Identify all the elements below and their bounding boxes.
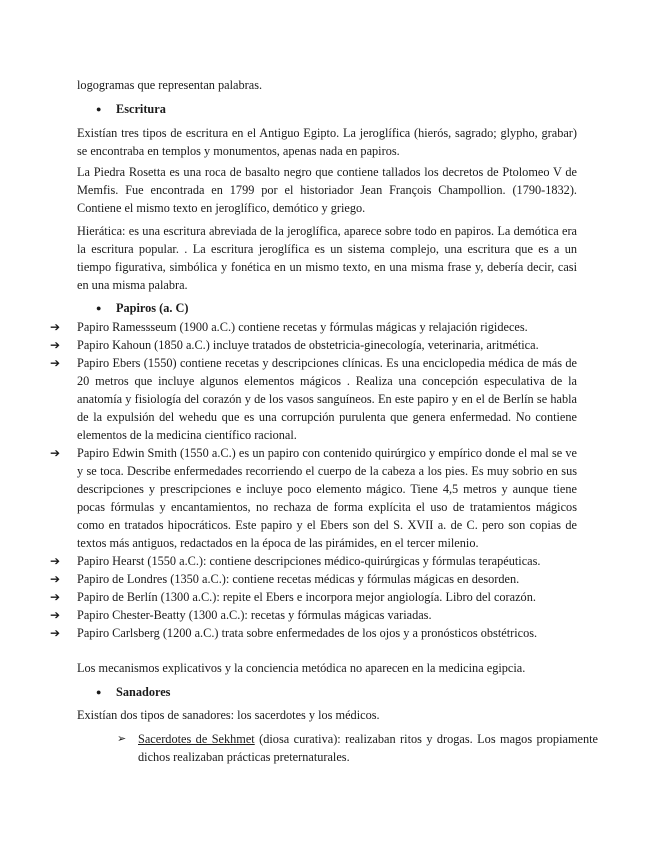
bullet-icon: ● <box>96 687 102 697</box>
arrow-right-icon: ➔ <box>50 320 61 334</box>
bullet-icon: ● <box>96 104 102 114</box>
list-item: ➔ Papiro Ebers (1550) contiene recetas y descripciones clínicas. Es una enciclopedia médica de más de 20 metros que incluye algunos elementos mágicos . Realiza una concepción especulativa de la anatomía y fisiología del corazón y de los vasos sanguíneos. En este papiro y en el de Berlín se habla de la expulsión del wehedu que es una corrupción purulenta que genera enfermedad. No contiene elementos de la medicina científico racional. <box>50 356 577 442</box>
arrow-right-icon: ➔ <box>50 338 61 352</box>
heading-escritura: ● Escritura <box>96 102 166 116</box>
escritura-paragraph-2: La Piedra Rosetta es una roca de basalto negro que contiene tallados los decretos de Ptolomeo V de Memfis. Fue encontrada en 1799 por el historiador Jean François Champollion. (1790-1832). Contiene el mismo texto en jeroglífico, demótico y griego. <box>77 165 577 215</box>
arrow-right-icon: ➔ <box>50 554 61 568</box>
sacerdotes-description: (diosa curativa): realizaban ritos y drogas. Los magos propiamente dichos realizaban prácticas preternaturales. <box>138 732 598 764</box>
list-item: ➔ Papiro de Berlín (1300 a.C.): repite el Ebers e incorpora mejor angiología. Libro del corazón. <box>50 590 536 604</box>
sanadores-paragraph: Existían dos tipos de sanadores: los sacerdotes y los médicos. <box>77 708 380 722</box>
list-item: ➔ Papiro Chester-Beatty (1300 a.C.): recetas y fórmulas mágicas variadas. <box>50 608 432 622</box>
arrow-right-icon: ➔ <box>50 356 61 370</box>
arrow-right-icon: ➔ <box>50 608 61 622</box>
papiros-closing: Los mecanismos explicativos y la conciencia metódica no aparecen en la medicina egipcia. <box>77 661 526 675</box>
sacerdotes-term: Sacerdotes de Sekhmet <box>138 732 255 746</box>
list-item: ➔ Papiro de Londres (1350 a.C.): contiene recetas médicas y fórmulas mágicas en desorden. <box>50 572 520 586</box>
arrow-right-icon: ➔ <box>50 590 61 604</box>
arrow-right-icon: ➔ <box>50 572 61 586</box>
heading-papiros: ● Papiros (a. C) <box>96 301 189 315</box>
bullet-icon: ● <box>96 303 102 313</box>
arrow-right-icon: ➔ <box>50 446 61 460</box>
list-item: ➔ Papiro Ramessseum (1900 a.C.) contiene recetas y fórmulas mágicas y relajación rigideces. <box>50 320 528 334</box>
escritura-paragraph-1: Existían tres tipos de escritura en el Antiguo Egipto. La jeroglífica (hierós, sagrado; glypho, grabar) se encontraba en templos y monumentos, apenas nada en papiros. <box>77 126 577 158</box>
escritura-paragraph-3: Hierática: es una escritura abreviada de la jeroglífica, aparece sobre todo en papiros. La demótica era la escritura popular. . La escritura jeroglífica es un sistema complejo, una escritura que es a un tiempo figurativa, simbólica y fonética en un mismo texto, en una misma frase y, debería decir, casi en una misma palabra. <box>77 224 577 292</box>
triangle-arrow-icon: ➢ <box>117 732 127 745</box>
list-item: ➔ Papiro Carlsberg (1200 a.C.) trata sobre enfermedades de los ojos y a pronósticos obstétricos. <box>50 626 538 640</box>
list-item: ➔ Papiro Edwin Smith (1550 a.C.) es un papiro con contenido quirúrgico y empírico donde el mal se ve y se toca. Describe enfermedades recorriendo el cuerpo de la cabeza a los pies. Es muy sobrio en sus descripciones y prescripciones e incluye poco elemento mágico. Tiene 4,5 metros y aunque tiene pocas fórmulas y encantamientos, no rechaza de forma explícita el uso de tratamientos mágicos como en tratados hipocráticos. Este papiro y el Ebers son del S. XVII a. de C. pero son copias de textos más antiguos, redactados en la época de las pirámides, en el tercer milenio. <box>50 446 577 550</box>
list-item: ➔ Papiro Kahoun (1850 a.C.) incluye tratados de obstetricia-ginecología, veterinaria, aritmética. <box>50 338 539 352</box>
intro-line: logogramas que representan palabras. <box>77 78 263 92</box>
sacerdotes-item <box>117 730 598 766</box>
arrow-right-icon: ➔ <box>50 626 61 640</box>
list-item: ➔ Papiro Hearst (1550 a.C.): contiene descripciones médico-quirúrgicas y fórmulas terapéuticas. <box>50 554 541 568</box>
heading-sanadores: ● Sanadores <box>96 685 171 699</box>
papiros-list <box>50 318 577 642</box>
